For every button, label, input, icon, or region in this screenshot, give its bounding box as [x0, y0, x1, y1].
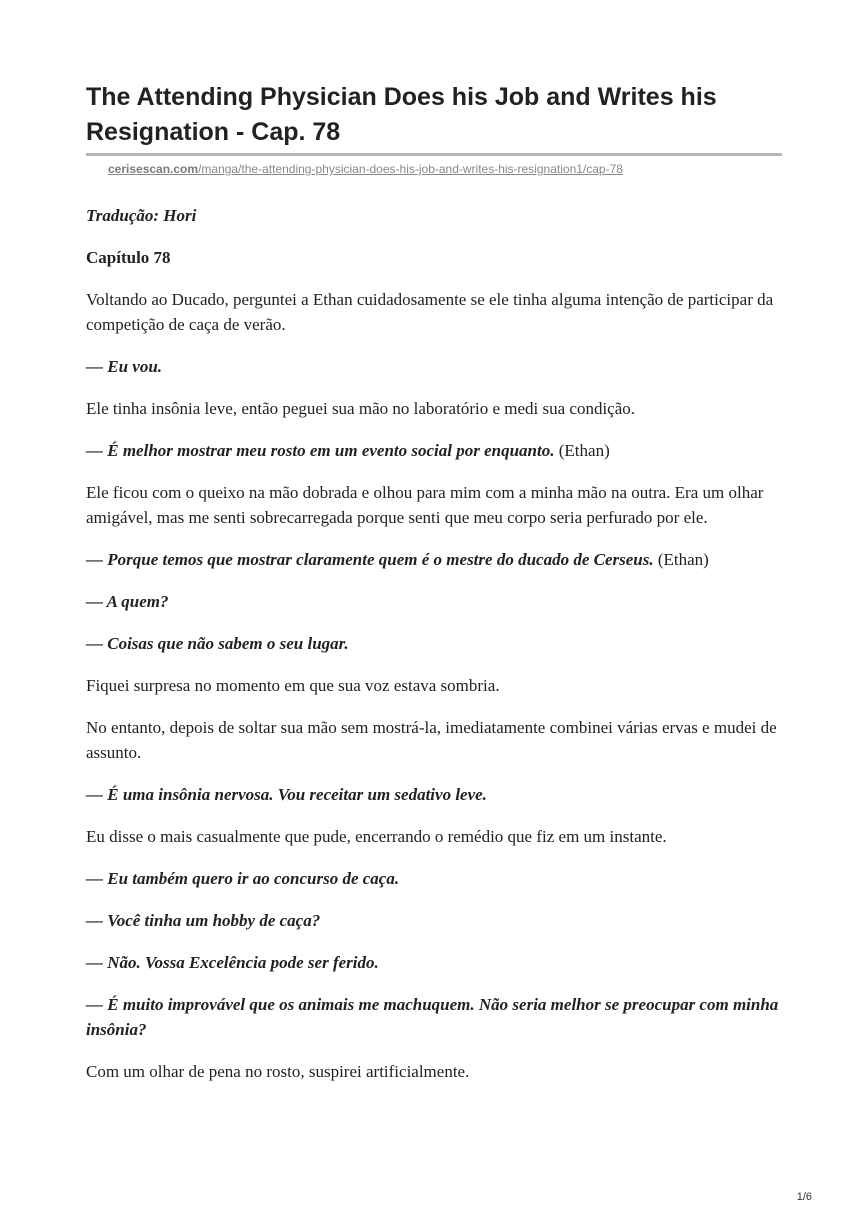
chapter-heading: Capítulo 78: [86, 248, 171, 267]
page-number: 1/6: [796, 1191, 812, 1203]
dialogue-line: — É uma insônia nervosa. Vou receitar um sedativo leve.: [86, 785, 487, 804]
dialogue-paragraph: [86, 547, 786, 572]
dialogue-line: — Coisas que não sabem o seu lugar.: [86, 634, 349, 653]
paragraph: Voltando ao Ducado, perguntei a Ethan cuidadosamente se ele tinha alguma intenção de participar da competição de caça de verão.: [86, 290, 774, 334]
dialogue-line: — Porque temos que mostrar claramente quem é o mestre do ducado de Cerseus.: [86, 550, 654, 569]
dialogue-line: — Você tinha um hobby de caça?: [86, 911, 321, 930]
translator-credit: Tradução: Hori: [86, 206, 197, 225]
dialogue-line: — É muito improvável que os animais me machuquem. Não seria melhor se preocupar com minha insônia?: [86, 995, 779, 1039]
paragraph: Ele tinha insônia leve, então peguei sua mão no laboratório e medi sua condição.: [86, 399, 636, 418]
dialogue-line: — É melhor mostrar meu rosto em um evento social por enquanto.: [86, 441, 555, 460]
dialogue-line: — Eu vou.: [86, 357, 163, 376]
page-title: The Attending Physician Does his Job and Writes his Resignation - Cap. 78: [86, 83, 717, 146]
dialogue-line: — Eu também quero ir ao concurso de caça.: [86, 869, 400, 888]
dialogue-line: — A quem?: [86, 592, 169, 611]
source-path: /manga/the-attending-physician-does-his-job-and-writes-his-resignation1/cap-78: [198, 162, 623, 176]
article-body: [86, 203, 786, 1101]
speaker-tag: (Ethan): [653, 550, 709, 569]
dialogue-line: — Não. Vossa Excelência pode ser ferido.: [86, 953, 379, 972]
paragraph: Ele ficou com o queixo na mão dobrada e olhou para mim com a minha mão na outra. Era um olhar amigável, mas me senti sobrecarregada porque senti que meu corpo seria perfurado por ele.: [86, 483, 764, 527]
dialogue-paragraph: [86, 438, 786, 463]
source-domain: cerisescan.com: [108, 162, 199, 176]
source-link[interactable]: [108, 161, 623, 177]
paragraph: Com um olhar de pena no rosto, suspirei artificialmente.: [86, 1062, 470, 1081]
paragraph: No entanto, depois de soltar sua mão sem mostrá-la, imediatamente combinei várias ervas e mudei de assunto.: [86, 718, 777, 762]
paragraph: Fiquei surpresa no momento em que sua voz estava sombria.: [86, 676, 500, 695]
title-divider: [86, 153, 782, 156]
paragraph: Eu disse o mais casualmente que pude, encerrando o remédio que fiz em um instante.: [86, 827, 667, 846]
speaker-tag: (Ethan): [554, 441, 610, 460]
